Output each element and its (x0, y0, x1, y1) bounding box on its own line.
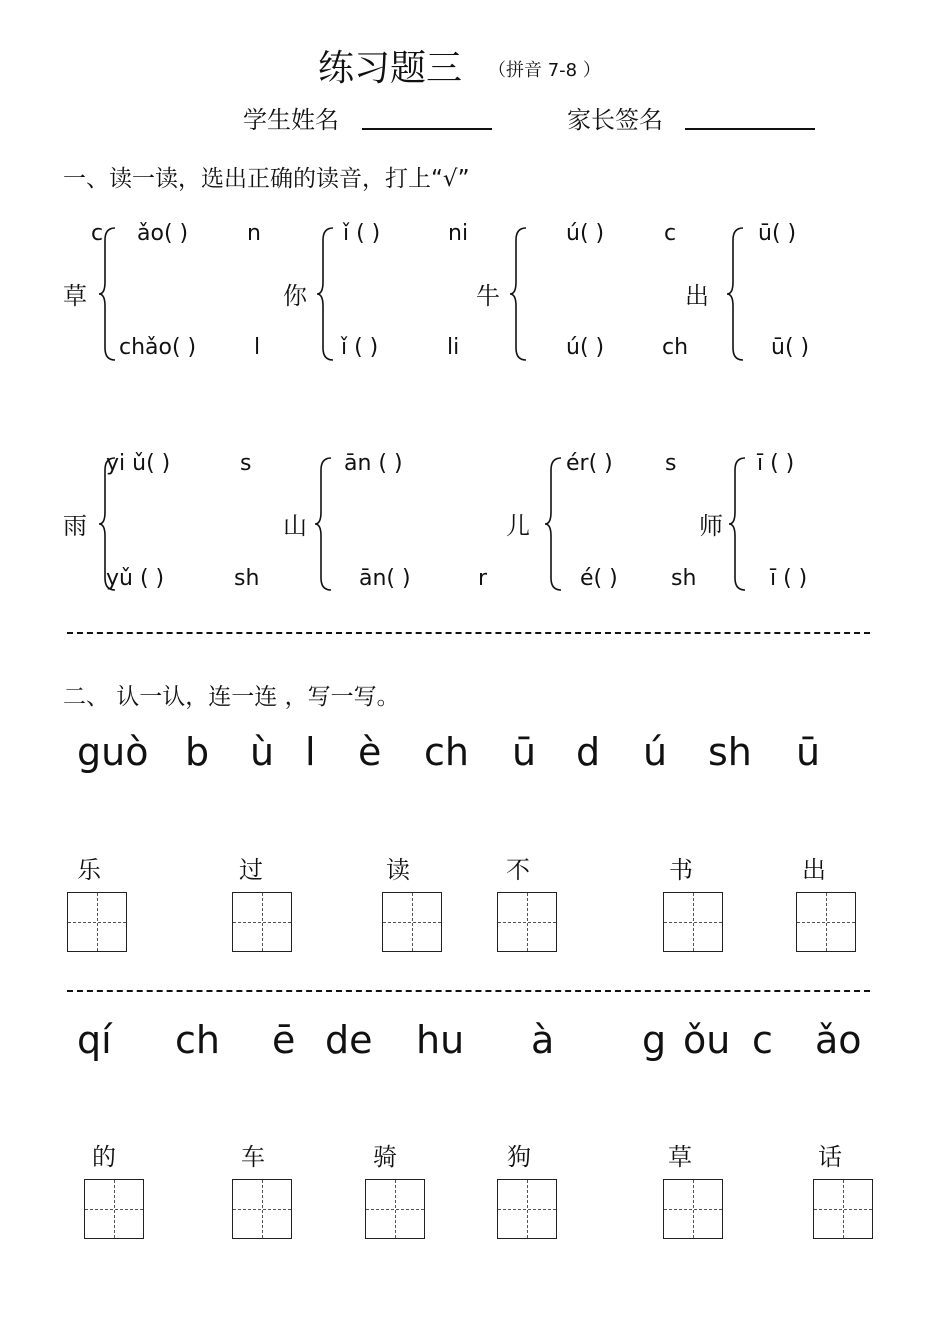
hanzi-char: 出 (802, 856, 826, 884)
pinyin-option: c (91, 221, 104, 246)
section2-heading: 二、 认一认，连一连 ，写一写。 (63, 684, 400, 710)
pinyin-option[interactable]: ǎo( ) (137, 221, 189, 246)
pinyin-syllable: hu (416, 1018, 465, 1062)
pinyin-syllable: b (185, 730, 210, 774)
writing-grid-box[interactable] (663, 892, 723, 952)
pinyin-option[interactable]: ér( ) (566, 451, 613, 476)
pinyin-option: c (664, 221, 677, 246)
writing-grid-box[interactable] (232, 1179, 292, 1239)
pinyin-option: ni (448, 221, 469, 246)
pinyin-option[interactable]: ú( ) (566, 221, 605, 246)
writing-grid-box[interactable] (796, 892, 856, 952)
pinyin-syllable: c (752, 1018, 773, 1062)
hanzi-char: 不 (506, 856, 530, 884)
hanzi-char: 过 (239, 856, 263, 884)
writing-grid-box[interactable] (67, 892, 127, 952)
pinyin-option: sh (234, 566, 260, 591)
pinyin-option: r (478, 566, 488, 591)
pinyin-option: s (665, 451, 677, 476)
parent-sign-line[interactable] (685, 128, 815, 130)
pinyin-syllable: d (576, 730, 601, 774)
pinyin-syllable: ǎo (815, 1018, 862, 1062)
pinyin-syllable: à (531, 1018, 555, 1062)
hanzi-char: 草 (668, 1143, 692, 1171)
pinyin-option[interactable]: chǎo( ) (119, 335, 197, 360)
hanzi-char: 书 (669, 856, 693, 884)
pinyin-option[interactable]: ān ( ) (344, 451, 403, 476)
pinyin-option[interactable]: yi ǔ( ) (106, 451, 171, 476)
pinyin-option[interactable]: ān( ) (359, 566, 411, 591)
writing-grid-box[interactable] (84, 1179, 144, 1239)
pinyin-syllable: è (358, 730, 382, 774)
parent-sign-label: 家长签名 (567, 106, 663, 134)
hanzi-char: 牛 (476, 282, 500, 310)
pinyin-option[interactable]: é( ) (580, 566, 618, 591)
student-name-line[interactable] (362, 128, 492, 130)
pinyin-option: l (254, 335, 261, 360)
pinyin-option[interactable]: ī ( ) (770, 566, 808, 591)
pinyin-option: ch (662, 335, 689, 360)
pinyin-syllable: ū (512, 730, 537, 774)
pinyin-option[interactable]: ǐ ( ) (341, 335, 379, 360)
pinyin-option[interactable]: ú( ) (566, 335, 605, 360)
writing-grid-box[interactable] (365, 1179, 425, 1239)
pinyin-option[interactable]: ī ( ) (757, 451, 795, 476)
writing-grid-box[interactable] (813, 1179, 873, 1239)
writing-grid-box[interactable] (232, 892, 292, 952)
pinyin-syllable: ú (643, 730, 668, 774)
hanzi-char: 师 (699, 512, 723, 540)
hanzi-char: 乐 (77, 856, 101, 884)
curly-brace (315, 226, 337, 362)
pinyin-option[interactable]: ū( ) (758, 221, 797, 246)
pinyin-syllable: ē (272, 1018, 296, 1062)
curly-brace (508, 226, 530, 362)
section-divider (67, 990, 870, 992)
curly-brace (543, 456, 565, 592)
pinyin-option: sh (671, 566, 697, 591)
writing-grid-box[interactable] (382, 892, 442, 952)
hanzi-char: 儿 (506, 512, 530, 540)
hanzi-char: 山 (283, 512, 307, 540)
pinyin-syllable: l (305, 730, 316, 774)
writing-grid-box[interactable] (497, 892, 557, 952)
pinyin-syllable: g (642, 1018, 667, 1062)
hanzi-char: 车 (241, 1143, 265, 1171)
student-name-label: 学生姓名 (243, 106, 339, 134)
pinyin-syllable: de (325, 1018, 373, 1062)
curly-brace (725, 226, 747, 362)
page-title: 练习题三 (318, 48, 463, 89)
section1-heading: 一、读一读，选出正确的读音，打上“√” (63, 166, 470, 192)
hanzi-char: 草 (63, 282, 87, 310)
curly-brace (727, 456, 749, 592)
hanzi-char: 你 (283, 282, 307, 310)
pinyin-option[interactable]: ū( ) (771, 335, 810, 360)
section-divider (67, 632, 870, 634)
hanzi-char: 的 (92, 1143, 116, 1171)
pinyin-option[interactable]: ǐ ( ) (343, 221, 381, 246)
pinyin-syllable: ǒu (683, 1018, 731, 1062)
hanzi-char: 雨 (63, 512, 87, 540)
pinyin-option: s (240, 451, 252, 476)
hanzi-char: 出 (685, 282, 709, 310)
pinyin-option: n (247, 221, 261, 246)
pinyin-syllable: ch (175, 1018, 220, 1062)
page-subtitle: （拼音 7-8 ） (488, 60, 601, 81)
pinyin-syllable: ch (424, 730, 469, 774)
writing-grid-box[interactable] (497, 1179, 557, 1239)
hanzi-char: 话 (818, 1143, 842, 1171)
pinyin-option[interactable]: yǔ ( ) (106, 566, 165, 591)
hanzi-char: 读 (386, 856, 410, 884)
pinyin-syllable: qí (77, 1018, 112, 1062)
pinyin-syllable: ù (250, 730, 275, 774)
pinyin-syllable: guò (77, 730, 149, 774)
pinyin-syllable: sh (708, 730, 752, 774)
curly-brace (97, 226, 119, 362)
pinyin-syllable: ū (796, 730, 821, 774)
pinyin-option: li (447, 335, 460, 360)
hanzi-char: 狗 (507, 1143, 531, 1171)
curly-brace (313, 456, 335, 592)
writing-grid-box[interactable] (663, 1179, 723, 1239)
hanzi-char: 骑 (373, 1143, 397, 1171)
